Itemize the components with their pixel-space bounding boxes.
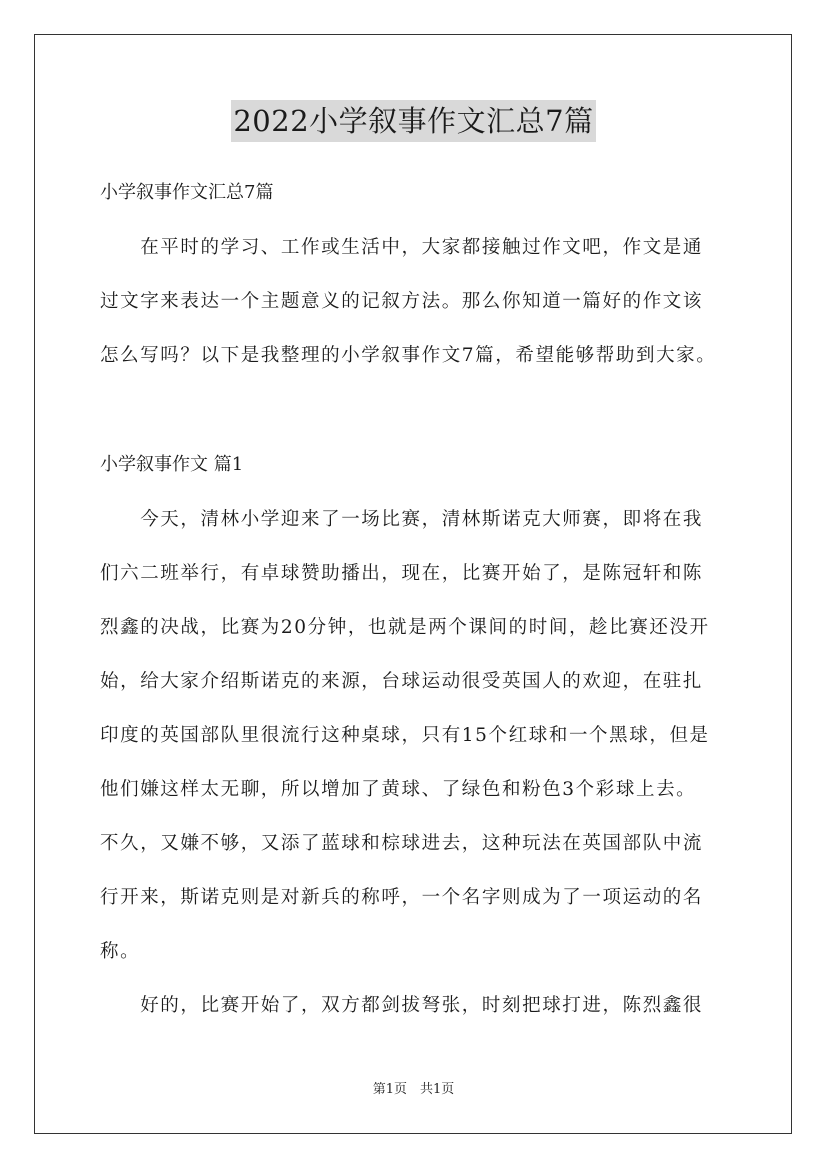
text-line: 今天，清林小学迎来了一场比赛，清林斯诺克大师赛，即将在我 xyxy=(100,509,704,530)
document-subtitle: 小学叙事作文汇总7篇 xyxy=(100,182,274,203)
text-line: 他们嫌这样太无聊，所以增加了黄球、了绿色和粉色3个彩球上去。 xyxy=(100,779,697,800)
body-paragraph xyxy=(100,493,750,979)
text-line: 怎么写吗？以下是我整理的小学叙事作文7篇，希望能够帮助到大家。 xyxy=(100,345,717,366)
text-line: 始，给大家介绍斯诺克的来源，台球运动很受英国人的欢迎，在驻扎 xyxy=(100,671,704,692)
text-line: 印度的英国部队里很流行这种桌球，只有15个红球和一个黑球，但是 xyxy=(100,725,710,746)
text-line: 在平时的学习、工作或生活中，大家都接触过作文吧，作文是通 xyxy=(100,237,704,258)
continuation-paragraph xyxy=(100,979,750,1033)
document-title: 2022小学叙事作文汇总7篇 xyxy=(231,100,595,142)
text-line: 烈鑫的决战，比赛为20分钟，也就是两个课间的时间，趁比赛还没开 xyxy=(100,617,710,638)
text-line: 不久，又嫌不够，又添了蓝球和棕球进去，这种玩法在英国部队中流 xyxy=(100,833,704,854)
text-line: 称。 xyxy=(100,941,141,962)
text-line: 们六二班举行，有卓球赞助播出，现在，比赛开始了，是陈冠轩和陈 xyxy=(100,563,704,584)
page-number-footer: 第1页 共1页 xyxy=(372,1082,455,1097)
text-line: 过文字来表达一个主题意义的记叙方法。那么你知道一篇好的作文该 xyxy=(100,291,704,312)
title-container xyxy=(0,100,827,142)
text-line: 行开来，斯诺克则是对新兵的称呼，一个名字则成为了一项运动的名 xyxy=(100,887,704,908)
text-line: 好的，比赛开始了，双方都剑拔弩张，时刻把球打进，陈烈鑫很 xyxy=(100,995,704,1016)
intro-paragraph xyxy=(100,221,750,383)
section-heading: 小学叙事作文 篇1 xyxy=(100,454,244,475)
